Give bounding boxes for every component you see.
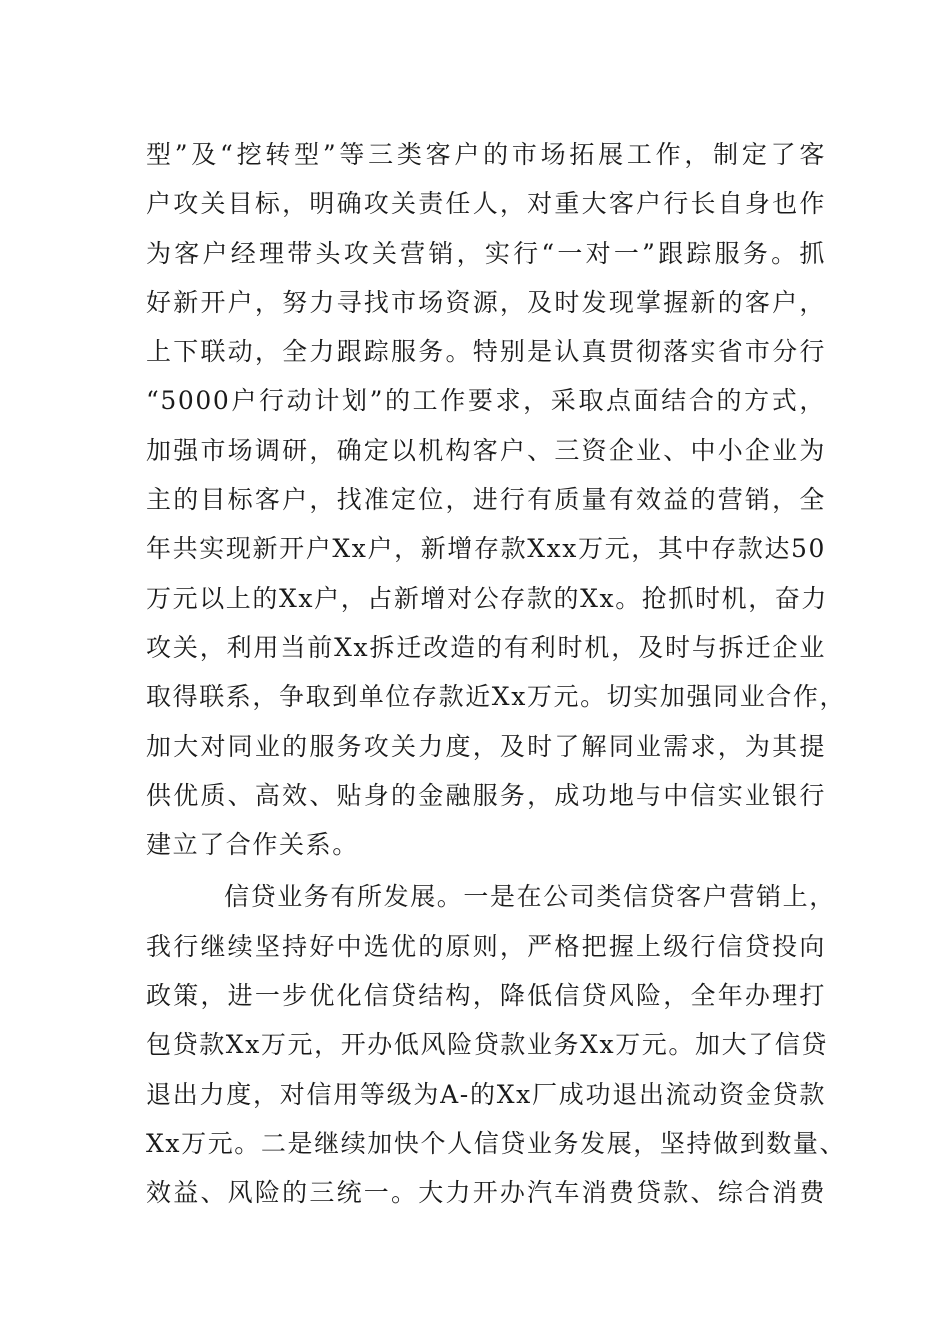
text-line: 型”及“挖转型”等三类客户的市场拓展工作，制定了客 xyxy=(146,140,826,169)
text-line: 上下联动，全力跟踪服务。特别是认真贯彻落实省市分行 xyxy=(146,337,826,367)
text-line: Xx万元。二是继续加快个人信贷业务发展，坚持做到数量、 xyxy=(146,1128,847,1158)
text-line: 政策，进一步优化信贷结构，降低信贷风险，全年办理打 xyxy=(146,981,826,1011)
paragraph-credit-business xyxy=(146,872,847,1217)
text-line: 效益、风险的三统一。大力开办汽车消费贷款、综合消费 xyxy=(146,1178,826,1208)
text-line: 退出力度，对信用等级为A-的Xx厂成功退出流动资金贷款 xyxy=(146,1079,826,1109)
text-line: 攻关，利用当前Xx拆迁改造的有利时机，及时与拆迁企业 xyxy=(146,632,826,662)
text-line: 加强市场调研，确定以机构客户、三资企业、中小企业为 xyxy=(146,435,826,465)
text-line: 好新开户，努力寻找市场资源，及时发现掌握新的客户， xyxy=(146,287,826,317)
text-line: “5000户行动计划”的工作要求，采取点面结合的方式， xyxy=(146,386,826,416)
text-line: 户攻关目标，明确攻关责任人，对重大客户行长自身也作 xyxy=(146,189,826,219)
text-line: 我行继续坚持好中选优的原则，严格把握上级行信贷投向 xyxy=(146,931,826,961)
text-line: 万元以上的Xx户，占新增对公存款的Xx。抢抓时机，奋力 xyxy=(146,583,828,613)
document-body xyxy=(146,130,847,1218)
text-line: 年共实现新开户Xx户，新增存款Xxx万元，其中存款达50 xyxy=(146,534,826,564)
text-line: 主的目标客户，找准定位，进行有质量有效益的营销，全 xyxy=(146,485,826,515)
text-line: 加大对同业的服务攻关力度，及时了解同业需求，为其提 xyxy=(146,731,826,761)
text-line: 信贷业务有所发展。一是在公司类信贷客户营销上， xyxy=(224,882,836,912)
text-line: 取得联系，争取到单位存款近Xx万元。切实加强同业合作， xyxy=(146,682,847,712)
text-line: 建立了合作关系。 xyxy=(146,830,359,860)
text-line: 包贷款Xx万元，开办低风险贷款业务Xx万元。加大了信贷 xyxy=(146,1030,828,1060)
text-line: 供优质、高效、贴身的金融服务，成功地与中信实业银行 xyxy=(146,780,826,810)
text-line: 为客户经理带头攻关营销，实行“一对一”跟踪服务。抓 xyxy=(146,238,826,268)
paragraph-customer-expansion xyxy=(146,130,847,869)
